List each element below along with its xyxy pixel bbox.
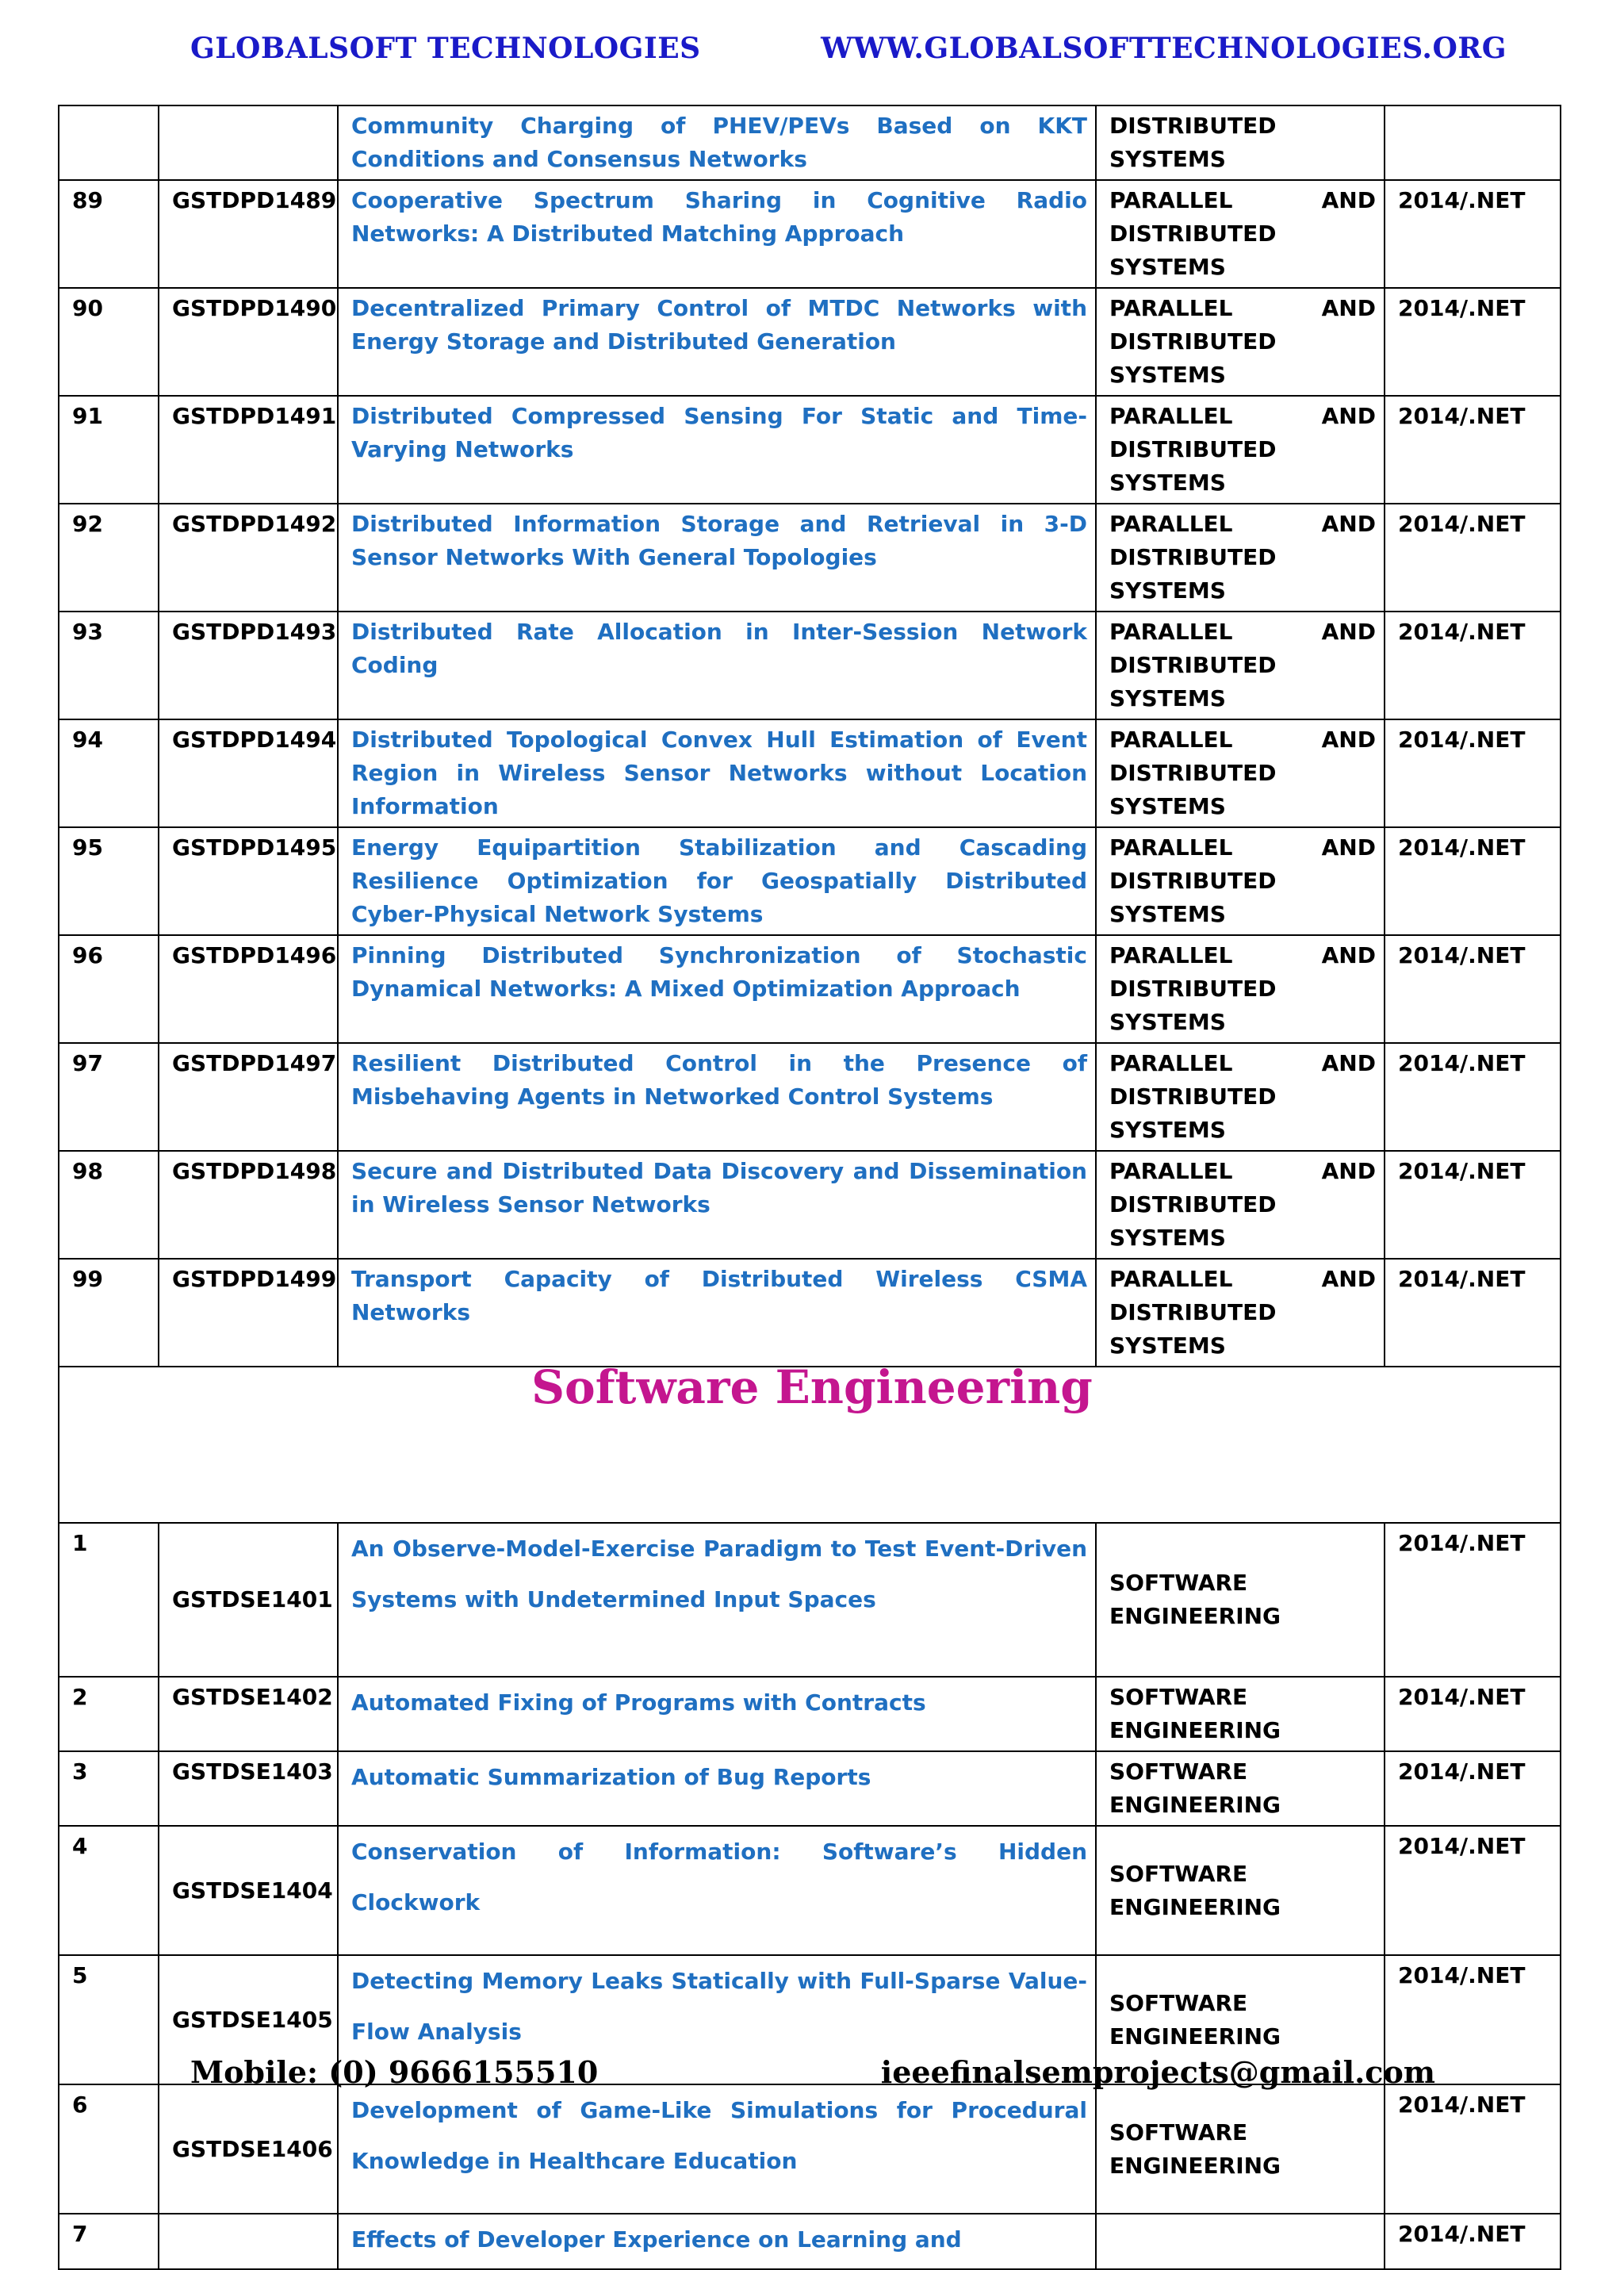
project-domain <box>1096 1259 1385 1367</box>
project-domain <box>1096 105 1385 180</box>
project-year: 2014/.NET <box>1385 1955 1561 2084</box>
table-row <box>59 1523 1561 1677</box>
project-code: GSTDPD1489 <box>159 180 338 288</box>
domain-word-a: PARALLEL <box>1109 1050 1233 1076</box>
project-title: Community Charging of PHEV/PEVs Based on KKT Conditions and Consensus Networks <box>338 105 1096 180</box>
domain-word-a: PARALLEL <box>1109 942 1233 968</box>
project-title: Cooperative Spectrum Sharing in Cognitive Radio Networks: A Distributed Matching Approach <box>338 180 1096 288</box>
row-number: 94 <box>59 719 159 827</box>
domain-word-b: AND <box>1321 511 1376 537</box>
table-row <box>59 2084 1561 2214</box>
domain-word-b: AND <box>1321 942 1376 968</box>
domain-line-2: DISTRIBUTED SYSTEMS <box>1109 868 1277 927</box>
project-code: GSTDPD1490 <box>159 288 338 396</box>
row-number: 92 <box>59 504 159 612</box>
project-code: GSTDPD1496 <box>159 935 338 1043</box>
table-row <box>59 1677 1561 1751</box>
row-number: 5 <box>59 1955 159 2084</box>
project-title: Distributed Rate Allocation in Inter-Session Network Coding <box>338 612 1096 719</box>
project-year: 2014/.NET <box>1385 288 1561 396</box>
domain-line-2: DISTRIBUTED SYSTEMS <box>1109 760 1277 819</box>
domain-word-a: PARALLEL <box>1109 295 1233 321</box>
project-title: Decentralized Primary Control of MTDC Networks with Energy Storage and Distributed Generation <box>338 288 1096 396</box>
project-title: Effects of Developer Experience on Learning and <box>338 2214 1096 2269</box>
row-number: 7 <box>59 2214 159 2269</box>
domain-line-2: ENGINEERING <box>1109 1792 1281 1818</box>
project-title: Transport Capacity of Distributed Wireless CSMA Networks <box>338 1259 1096 1367</box>
project-title: Energy Equipartition Stabilization and Cascading Resilience Optimization for Geospatially Distributed Cyber-Physical Network Systems <box>338 827 1096 935</box>
section-title: Software Engineering <box>531 1360 1093 1414</box>
project-year: 2014/.NET <box>1385 180 1561 288</box>
project-code <box>159 105 338 180</box>
table-row <box>59 1043 1561 1151</box>
project-year: 2014/.NET <box>1385 1677 1561 1751</box>
project-domain <box>1096 180 1385 288</box>
project-domain <box>1096 288 1385 396</box>
pds-rows <box>59 105 1561 1367</box>
project-code: GSTDSE1403 <box>159 1751 338 1826</box>
project-title: Detecting Memory Leaks Statically with Full-Sparse Value-Flow Analysis <box>338 1955 1096 2084</box>
domain-line-2: DISTRIBUTED SYSTEMS <box>1109 1083 1277 1143</box>
project-title: Conservation of Information: Software’s Hidden Clockwork <box>338 1826 1096 1955</box>
domain-word-b: AND <box>1321 187 1376 213</box>
project-domain <box>1096 1826 1385 1955</box>
project-code: GSTDSE1406 <box>159 2084 338 2214</box>
domain-line-2: DISTRIBUTED SYSTEMS <box>1109 976 1277 1035</box>
row-number <box>59 105 159 180</box>
project-domain <box>1096 396 1385 504</box>
project-year: 2014/.NET <box>1385 1151 1561 1259</box>
project-code: GSTDSE1401 <box>159 1523 338 1677</box>
domain-word-b: AND <box>1321 295 1376 321</box>
project-year: 2014/.NET <box>1385 827 1561 935</box>
project-title: Automated Fixing of Programs with Contracts <box>338 1677 1096 1751</box>
project-domain <box>1096 2084 1385 2214</box>
domain-line-2: ENGINEERING <box>1109 1893 1281 1920</box>
row-number: 6 <box>59 2084 159 2214</box>
row-number: 97 <box>59 1043 159 1151</box>
row-number: 3 <box>59 1751 159 1826</box>
domain-word-a: PARALLEL <box>1109 187 1233 213</box>
domain-line-1: SOFTWARE <box>1109 2119 1248 2145</box>
contact-email: ieeefinalsemprojects@gmail.com <box>880 2054 1435 2090</box>
website-url: WWW.GLOBALSOFTTECHNOLOGIES.ORG <box>821 32 1507 65</box>
project-title: Automatic Summarization of Bug Reports <box>338 1751 1096 1826</box>
table-row <box>59 1259 1561 1367</box>
domain-line-2: DISTRIBUTED SYSTEMS <box>1109 220 1277 280</box>
domain-line-2: ENGINEERING <box>1109 2023 1281 2050</box>
project-domain <box>1096 1043 1385 1151</box>
project-code: GSTDSE1402 <box>159 1677 338 1751</box>
project-year: 2014/.NET <box>1385 2214 1561 2269</box>
company-name: GLOBALSOFT TECHNOLOGIES <box>190 32 701 65</box>
project-title: Resilient Distributed Control in the Presence of Misbehaving Agents in Networked Control Systems <box>338 1043 1096 1151</box>
project-title: Distributed Compressed Sensing For Static and Time-Varying Networks <box>338 396 1096 504</box>
project-year: 2014/.NET <box>1385 719 1561 827</box>
project-title: An Observe-Model-Exercise Paradigm to Test Event-Driven Systems with Undetermined Input Spaces <box>338 1523 1096 1677</box>
domain-word-a: PARALLEL <box>1109 1266 1233 1292</box>
row-number: 98 <box>59 1151 159 1259</box>
row-number: 95 <box>59 827 159 935</box>
project-code: GSTDPD1497 <box>159 1043 338 1151</box>
domain-word-a: PARALLEL <box>1109 619 1233 645</box>
domain-word-b: AND <box>1321 834 1376 861</box>
project-title: Secure and Distributed Data Discovery and Dissemination in Wireless Sensor Networks <box>338 1151 1096 1259</box>
project-year: 2014/.NET <box>1385 1259 1561 1367</box>
project-year: 2014/.NET <box>1385 1751 1561 1826</box>
table-row <box>59 1151 1561 1259</box>
project-year: 2014/.NET <box>1385 1523 1561 1677</box>
project-code: GSTDPD1493 <box>159 612 338 719</box>
project-year: 2014/.NET <box>1385 612 1561 719</box>
domain-line-2: DISTRIBUTED SYSTEMS <box>1109 328 1277 388</box>
table-row <box>59 1751 1561 1826</box>
project-code: GSTDPD1492 <box>159 504 338 612</box>
domain-line-2: DISTRIBUTED SYSTEMS <box>1109 436 1277 496</box>
project-domain <box>1096 1677 1385 1751</box>
domain-line-1: SOFTWARE <box>1109 1570 1248 1596</box>
project-domain <box>1096 1151 1385 1259</box>
domain-line-2: ENGINEERING <box>1109 2152 1281 2179</box>
project-code: GSTDSE1405 <box>159 1955 338 2084</box>
mobile-number: Mobile: (0) 9666155510 <box>190 2054 599 2090</box>
project-year: 2014/.NET <box>1385 504 1561 612</box>
project-year: 2014/.NET <box>1385 396 1561 504</box>
project-year: 2014/.NET <box>1385 935 1561 1043</box>
row-number: 96 <box>59 935 159 1043</box>
se-rows <box>59 1523 1561 2269</box>
project-domain <box>1096 1523 1385 1677</box>
domain-line-2: DISTRIBUTED SYSTEMS <box>1109 1299 1277 1359</box>
page-footer <box>190 2054 1435 2102</box>
domain-line-2: DISTRIBUTED SYSTEMS <box>1109 1191 1277 1251</box>
table-row <box>59 288 1561 396</box>
project-title: Development of Game-Like Simulations for Procedural Knowledge in Healthcare Education <box>338 2084 1096 2214</box>
project-title: Pinning Distributed Synchronization of Stochastic Dynamical Networks: A Mixed Optimization Approach <box>338 935 1096 1043</box>
row-number: 90 <box>59 288 159 396</box>
project-year: 2014/.NET <box>1385 1826 1561 1955</box>
domain-line-1: SOFTWARE <box>1109 1989 1248 2016</box>
row-number: 4 <box>59 1826 159 1955</box>
project-code: GSTDPD1494 <box>159 719 338 827</box>
row-number: 1 <box>59 1523 159 1677</box>
domain-line-2: DISTRIBUTED SYSTEMS <box>1109 652 1277 711</box>
domain-word-b: AND <box>1321 1050 1376 1076</box>
project-year: 2014/.NET <box>1385 2084 1561 2214</box>
domain-line-1: SOFTWARE <box>1109 1758 1248 1785</box>
table-row <box>59 1826 1561 1955</box>
table-row <box>59 2214 1561 2269</box>
row-number: 2 <box>59 1677 159 1751</box>
projects-table <box>58 105 1561 2270</box>
page-header <box>190 32 1507 79</box>
table-row <box>59 719 1561 827</box>
domain-word-a: PARALLEL <box>1109 1158 1233 1184</box>
project-title: Distributed Information Storage and Retrieval in 3-D Sensor Networks With General Topologies <box>338 504 1096 612</box>
section-heading-cell <box>59 1360 1561 1523</box>
domain-word-b: AND <box>1321 619 1376 645</box>
project-title: Distributed Topological Convex Hull Estimation of Event Region in Wireless Sensor Networks without Location Information <box>338 719 1096 827</box>
row-number: 89 <box>59 180 159 288</box>
table-row <box>59 612 1561 719</box>
domain-line-1: SOFTWARE <box>1109 1860 1248 1887</box>
project-code: GSTDPD1498 <box>159 1151 338 1259</box>
project-domain <box>1096 612 1385 719</box>
project-code: GSTDPD1495 <box>159 827 338 935</box>
project-year: 2014/.NET <box>1385 1043 1561 1151</box>
project-domain <box>1096 719 1385 827</box>
domain-line-2: ENGINEERING <box>1109 1717 1281 1743</box>
table-row <box>59 1367 1561 1523</box>
domain-word-b: AND <box>1321 403 1376 429</box>
section-header-row <box>59 1360 1561 1523</box>
domain-word-a: PARALLEL <box>1109 403 1233 429</box>
domain-line-2: DISTRIBUTED SYSTEMS <box>1109 113 1277 172</box>
domain-line-2: DISTRIBUTED SYSTEMS <box>1109 544 1277 604</box>
project-domain <box>1096 935 1385 1043</box>
domain-word-b: AND <box>1321 1158 1376 1184</box>
project-code: GSTDSE1404 <box>159 1826 338 1955</box>
project-code: GSTDPD1499 <box>159 1259 338 1367</box>
project-code: GSTDPD1491 <box>159 396 338 504</box>
domain-word-a: PARALLEL <box>1109 834 1233 861</box>
row-number: 93 <box>59 612 159 719</box>
project-code <box>159 2214 338 2269</box>
domain-word-b: AND <box>1321 1266 1376 1292</box>
table-row <box>59 396 1561 504</box>
table-row <box>59 105 1561 180</box>
table-row <box>59 935 1561 1043</box>
domain-word-a: PARALLEL <box>1109 727 1233 753</box>
project-year <box>1385 105 1561 180</box>
row-number: 99 <box>59 1259 159 1367</box>
project-domain <box>1096 2214 1385 2269</box>
table-row <box>59 180 1561 288</box>
table-row <box>59 827 1561 935</box>
row-number: 91 <box>59 396 159 504</box>
project-domain <box>1096 1751 1385 1826</box>
domain-word-a: PARALLEL <box>1109 511 1233 537</box>
domain-line-2: ENGINEERING <box>1109 1603 1281 1629</box>
domain-line-1: SOFTWARE <box>1109 1684 1248 1710</box>
project-domain <box>1096 827 1385 935</box>
domain-word-b: AND <box>1321 727 1376 753</box>
project-domain <box>1096 504 1385 612</box>
table-row <box>59 504 1561 612</box>
